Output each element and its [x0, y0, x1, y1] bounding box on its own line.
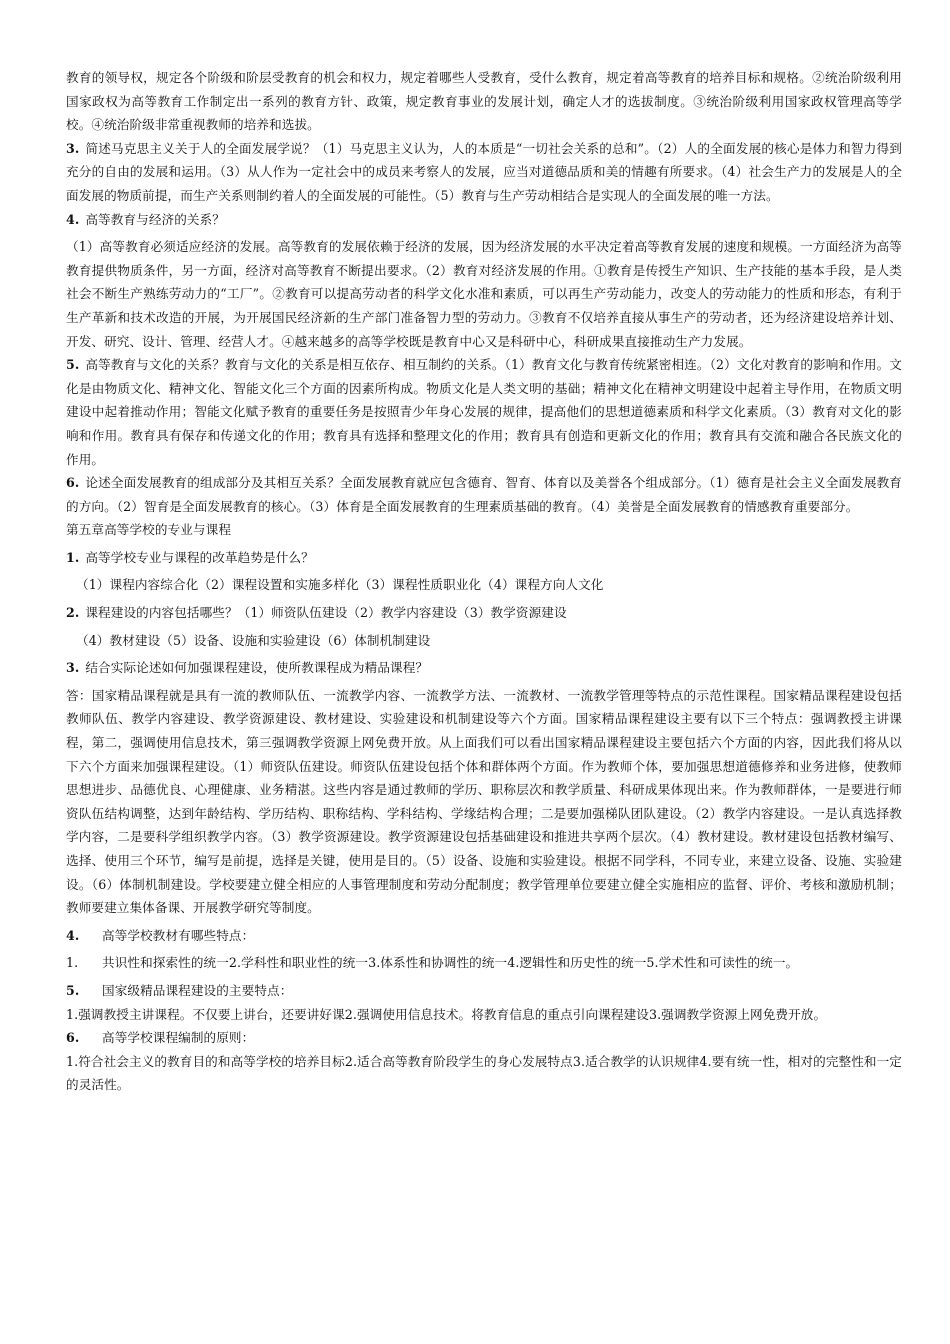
question-number: 3. — [66, 140, 80, 156]
question-6 — [66, 471, 902, 518]
chapter-heading: 第五章高等学校的专业与课程 — [66, 522, 232, 538]
question-5 — [66, 353, 902, 471]
chapter5-answer-6: 1.符合社会主义的教育目的和高等学校的培养目标2.适合高等教育阶段学生的身心发展特点3.适合教学的认识规律4.要有统一性，相对的完整性和一定的灵活性。 — [66, 1053, 902, 1093]
question-number: 4. — [66, 211, 80, 227]
chapter5-answer-1: （1）课程内容综合化（2）课程设置和实施多样化（3）课程性质职业化（4）课程方向人文化 — [76, 577, 604, 593]
question-text: 简述马克思主义关于人的全面发展学说？（1）马克思主义认为，人的本质是“一切社会关系的总和”。（2）人的全面发展的核心是体力和智力得到充分的自由的发展和运用。（3）从人作为一定社会中的成员来考察人的发展，应当对道德品质和美的情趣有所要求。（4）社会生产力的发展是人的全面发展的物质前提，而生产关系则制约着人的全面发展的可能性。（5）教育与生产劳动相结合是实现人的全面发展的唯一方法。 — [66, 140, 902, 203]
question-number: 6. — [66, 1030, 80, 1046]
chapter5-question-3 — [66, 656, 902, 680]
list-number: 1. — [66, 955, 79, 971]
chapter5-answer-3: 答：国家精品课程就是具有一流的教师队伍、一流教学内容、一流教学方法、一流教材、一流教学管理等特点的示范性课程。国家精品课程建设包括教师队伍、教学内容建设、教学资源建设、教材建设、实验建设和机制建设等六个方面。国家精品课程建设主要有以下三个特点：强调教授主讲课程，第二，强调使用信息技术，第三强调教学资源上网免费开放。从上面我们可以看出国家精品课程建设主要包括六个方面的内容，因此我们将从以下六个方面来加强课程建设。（1）师资队伍建设。师资队伍建设包括个体和群体两个方面。作为教师个体，要加强思想道德修养和业务进修，使教师思想进步、品德优良、心理健康、业务精湛。这些内容是通过教师的学历、职称层次和教学质量、科研成果体现出来。作为教师群体，一是要进行师资队伍结构调整，达到年龄结构、学历结构、职称结构、学科结构、学缘结构合理；二是要加强梯队团队建设。（2）教学内容建设。一是认真选择教学内容，二是要科学组织教学内容。（3）教学资源建设。教学资源建设包括基础建设和推进共享两个层次。（4）教材建设。教材建设包括教材编写、选择、使用三个环节，编写是前提，选择是关键，使用是目的。（5）设备、设施和实验建设。根据不同学科，不同专业，来建立设备、设施、实验建设。（6）体制机制建设。学校要建立健全相应的人事管理制度和劳动分配制度；教学管理单位要建立健全实施相应的监督、评价、考核和激励机制；教师要建立集体备课、开展教学研究等制度。 — [66, 687, 902, 916]
chapter5-question-4 — [66, 924, 902, 948]
question-number: 3. — [66, 660, 80, 676]
chapter5-question-6 — [66, 1026, 902, 1050]
chapter5-answer-4 — [66, 951, 902, 975]
question-number: 1. — [66, 549, 80, 565]
question-text: 论述全面发展教育的组成部分及其相互关系？全面发展教育就应包含德育、智育、体育以及美誉各个组成部分。（1）德育是社会主义全面发展教育的方向。（2）智育是全面发展教育的核心。（3）体育是全面发展教育的生理素质基础的教育。（4）美誉是全面发展教育的情感教育重要部分。 — [66, 475, 902, 514]
question-4 — [66, 208, 902, 232]
question-number: 5. — [66, 982, 80, 998]
question-number: 5. — [66, 357, 80, 373]
chapter5-answer-5: 1.强调教授主讲课程。不仅要上讲台，还要讲好课2.强调使用信息技术。将教育信息的重点引向课程建设3.强调教学资源上网免费开放。 — [66, 1006, 827, 1022]
question-text: 高等学校教材有哪些特点： — [102, 927, 255, 943]
question-text: 结合实际论述如何加强课程建设，使所教课程成为精品课程？ — [85, 660, 429, 676]
paragraph-intro: 教育的领导权，规定各个阶级和阶层受教育的机会和权力，规定着哪些人受教育，受什么教育，规定着高等教育的培养目标和规格。②统治阶级利用国家政权为高等教育工作制定出一系列的教育方针、政策，规定教育事业的发展计划，确定人才的选拔制度。③统治阶级利用国家政权管理高等学校。④统治阶级非常重视教师的培养和选拔。 — [66, 70, 902, 133]
question-number: 4. — [66, 927, 80, 943]
document-page — [66, 66, 902, 1097]
question-number: 6. — [66, 475, 80, 491]
chapter5-question-2 — [66, 601, 902, 625]
question-3 — [66, 137, 902, 208]
chapter5-question-1 — [66, 546, 902, 570]
chapter5-answer-2: （4）教材建设（5）设备、设施和实验建设（6）体制机制建设 — [76, 632, 431, 648]
question-text: 高等教育与文化的关系？教育与文化的关系是相互依存、相互制约的关系。（1）教育文化与教育传统紧密相连。（2）文化对教育的影响和作用。文化是由物质文化、精神文化、智能文化三个方面的因素所构成。物质文化是人类文明的基础；精神文化在精神文明建设中起着主导作用，在物质文明建设中起着推动作用；智能文化赋予教育的重要任务是按照青少年身心发展的规律，提高他们的思想道德素质和科学文化素质。（3）教育对文化的影响和作用。教育具有保存和传递文化的作用；教育具有选择和整理文化的作用；教育具有创造和更新文化的作用；教育具有交流和融合各民族文化的作用。 — [66, 357, 902, 467]
answer-text: 共识性和探索性的统一2.学科性和职业性的统一3.体系性和协调性的统一4.逻辑性和历史性的统一5.学术性和可读性的统一。 — [102, 955, 799, 971]
question-text: 国家级精品课程建设的主要特点： — [102, 982, 293, 998]
question-number: 2. — [66, 605, 80, 621]
chapter5-question-5 — [66, 979, 902, 1003]
answer-4: （1）高等教育必须适应经济的发展。高等教育的发展依赖于经济的发展，因为经济发展的水平决定着高等教育发展的速度和规模。一方面经济为高等教育提供物质条件，另一方面，经济对高等教育不断提出要求。（2）教育对经济发展的作用。①教育是传授生产知识、生产技能的基本手段，是人类社会不断生产熟练劳动力的“工厂”。②教育可以提高劳动者的科学文化水准和素质，可以再生产劳动能力，改变人的劳动能力的性质和形态，有利于生产革新和技术改造的开展，为开展国民经济新的生产部门准备智力型的劳动力。③教育不仅培养直接从事生产的劳动者，还为经济建设培养计划、开发、研究、设计、管理、经营人才。④越来越多的高等学校既是教育中心又是科研中心，科研成果直接推动生产力发展。 — [66, 239, 902, 349]
question-text: 高等学校专业与课程的改革趋势是什么？ — [85, 549, 314, 565]
question-text: 课程建设的内容包括哪些？（1）师资队伍建设（2）教学内容建设（3）教学资源建设 — [85, 605, 567, 621]
question-text: 高等学校课程编制的原则： — [102, 1030, 255, 1046]
question-text: 高等教育与经济的关系？ — [85, 211, 225, 227]
